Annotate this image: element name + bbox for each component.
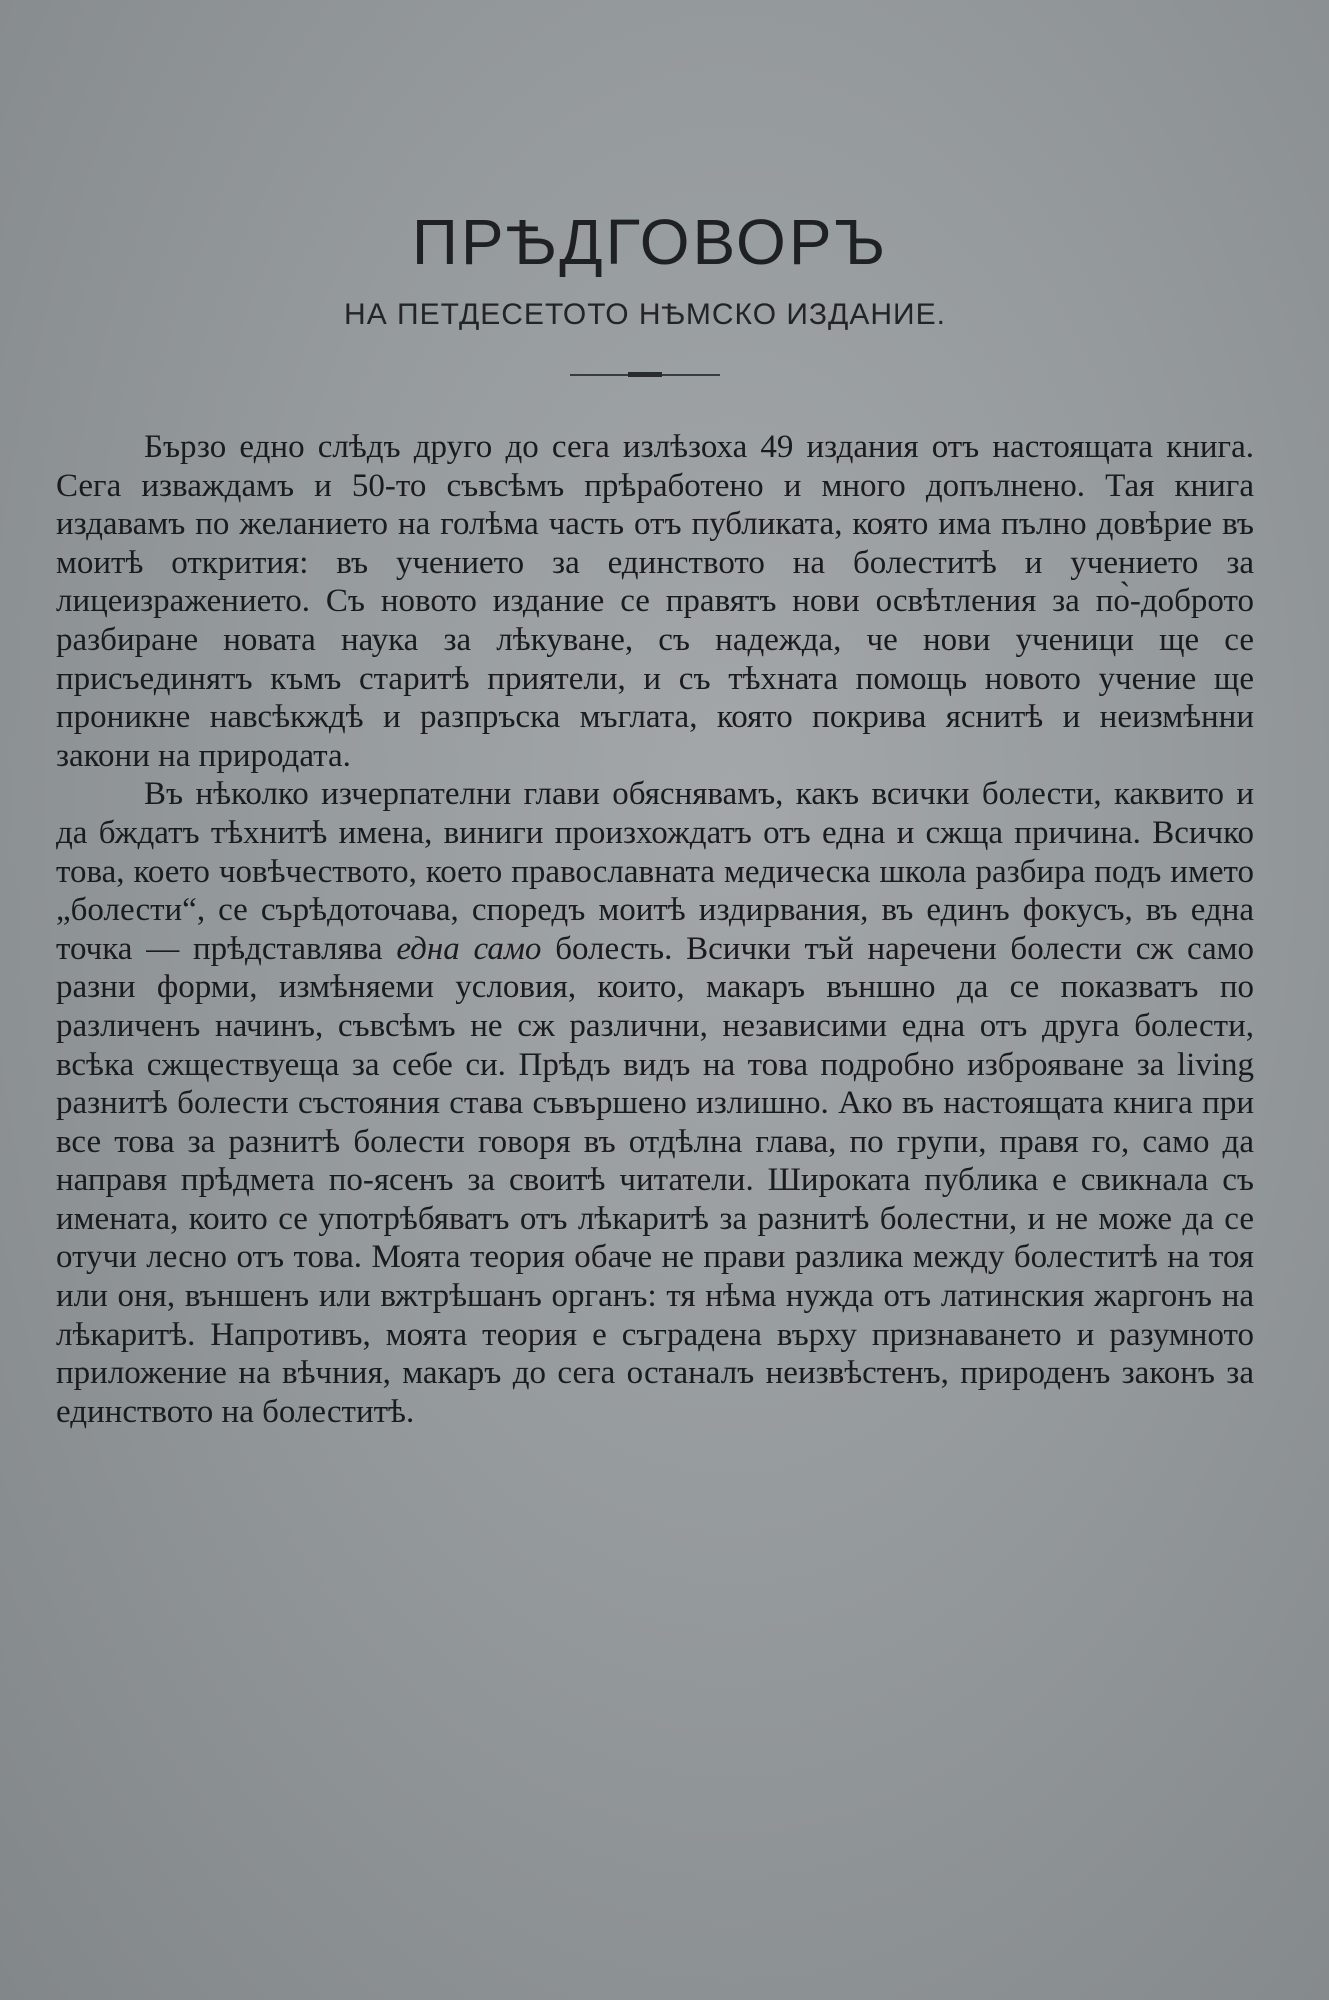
paragraph-1: Бързо едно слѣдъ друго до сега излѣзоха 49 издания отъ настоящата книга. Сега изваждамъ и 50-то съвсѣмъ прѣработено и много допълнено. Тая книга издавамъ по желанието на голѣма часть отъ публиката, която има пълно довѣрие въ моитѣ открития: въ учението за единството на болеститѣ и учението за лицеизражението. Съ новото издание се правятъ нови освѣтления за по̀-доброто разбиране новата наука за лѣкуване, съ надежда, че нови ученици ще се присъединятъ къмъ старитѣ приятели, и съ тѣхната помощь новото учение ще проникне навсѣкждѣ и разпръска мъглата, която покрива яснитѣ и неизмѣнни закони на природата.	[56, 429, 1254, 774]
paragraph-2	[56, 775, 1254, 1431]
paragraph-2-text-before: Въ нѣколко изчерпателни глави обяснявамъ, какъ всички болести, каквито и да бждатъ тѣхнитѣ имена, виниги произхождатъ отъ една и сжща причина. Всичко това, което човѣчеството, което православната медическа школа разбира подъ името „болести“, се сърѣдоточава, споредъ моитѣ издирвания, въ единъ фокусъ, въ една точка — прѣдставлява	[56, 776, 1254, 967]
preface-body	[56, 428, 1254, 1431]
paragraph-2-text-after: болесть. Всички тъй наречени болести сж само разни форми, измѣняеми условия, които, макаръ външно да се показватъ по различенъ начинъ, съвсѣмъ не сж различни, независими една отъ друга болести, всѣка сжществуеща за себе си. Прѣдъ видъ на това подробно изброяване за living разнитѣ болести състояния става съвършено излишно. Ако въ настоящата книга при все това за разнитѣ болести говоря въ отдѣлна глава, по групи, правя го, само да направя прѣдмета по-ясенъ за своитѣ читатели. Широката публика е свикнала съ имената, които се употрѣбяватъ отъ лѣкаритѣ за разнитѣ болестни, и не може да се отучи лесно отъ това. Моята теория обаче не прави разлика между болеститѣ на тоя или оня, външенъ или вжтрѣшанъ органъ: тя нѣма нужда отъ латинския жаргонъ на лѣкаритѣ. Напротивъ, моята теория е съградена върху признаването и разумното приложение на вѣчния, макаръ до сега останалъ неизвѣстенъ, природенъ законъ за единството на болеститѣ.	[56, 930, 1255, 1430]
paragraph-2-emphasis: една само	[396, 930, 542, 967]
title-divider-ornament	[628, 372, 662, 377]
page-title: ПРѢДГОВОРЪ	[411, 206, 889, 278]
page-subtitle: НА ПЕТДЕСЕТОТО НѢМСКО ИЗДАНИЕ.	[344, 298, 946, 331]
